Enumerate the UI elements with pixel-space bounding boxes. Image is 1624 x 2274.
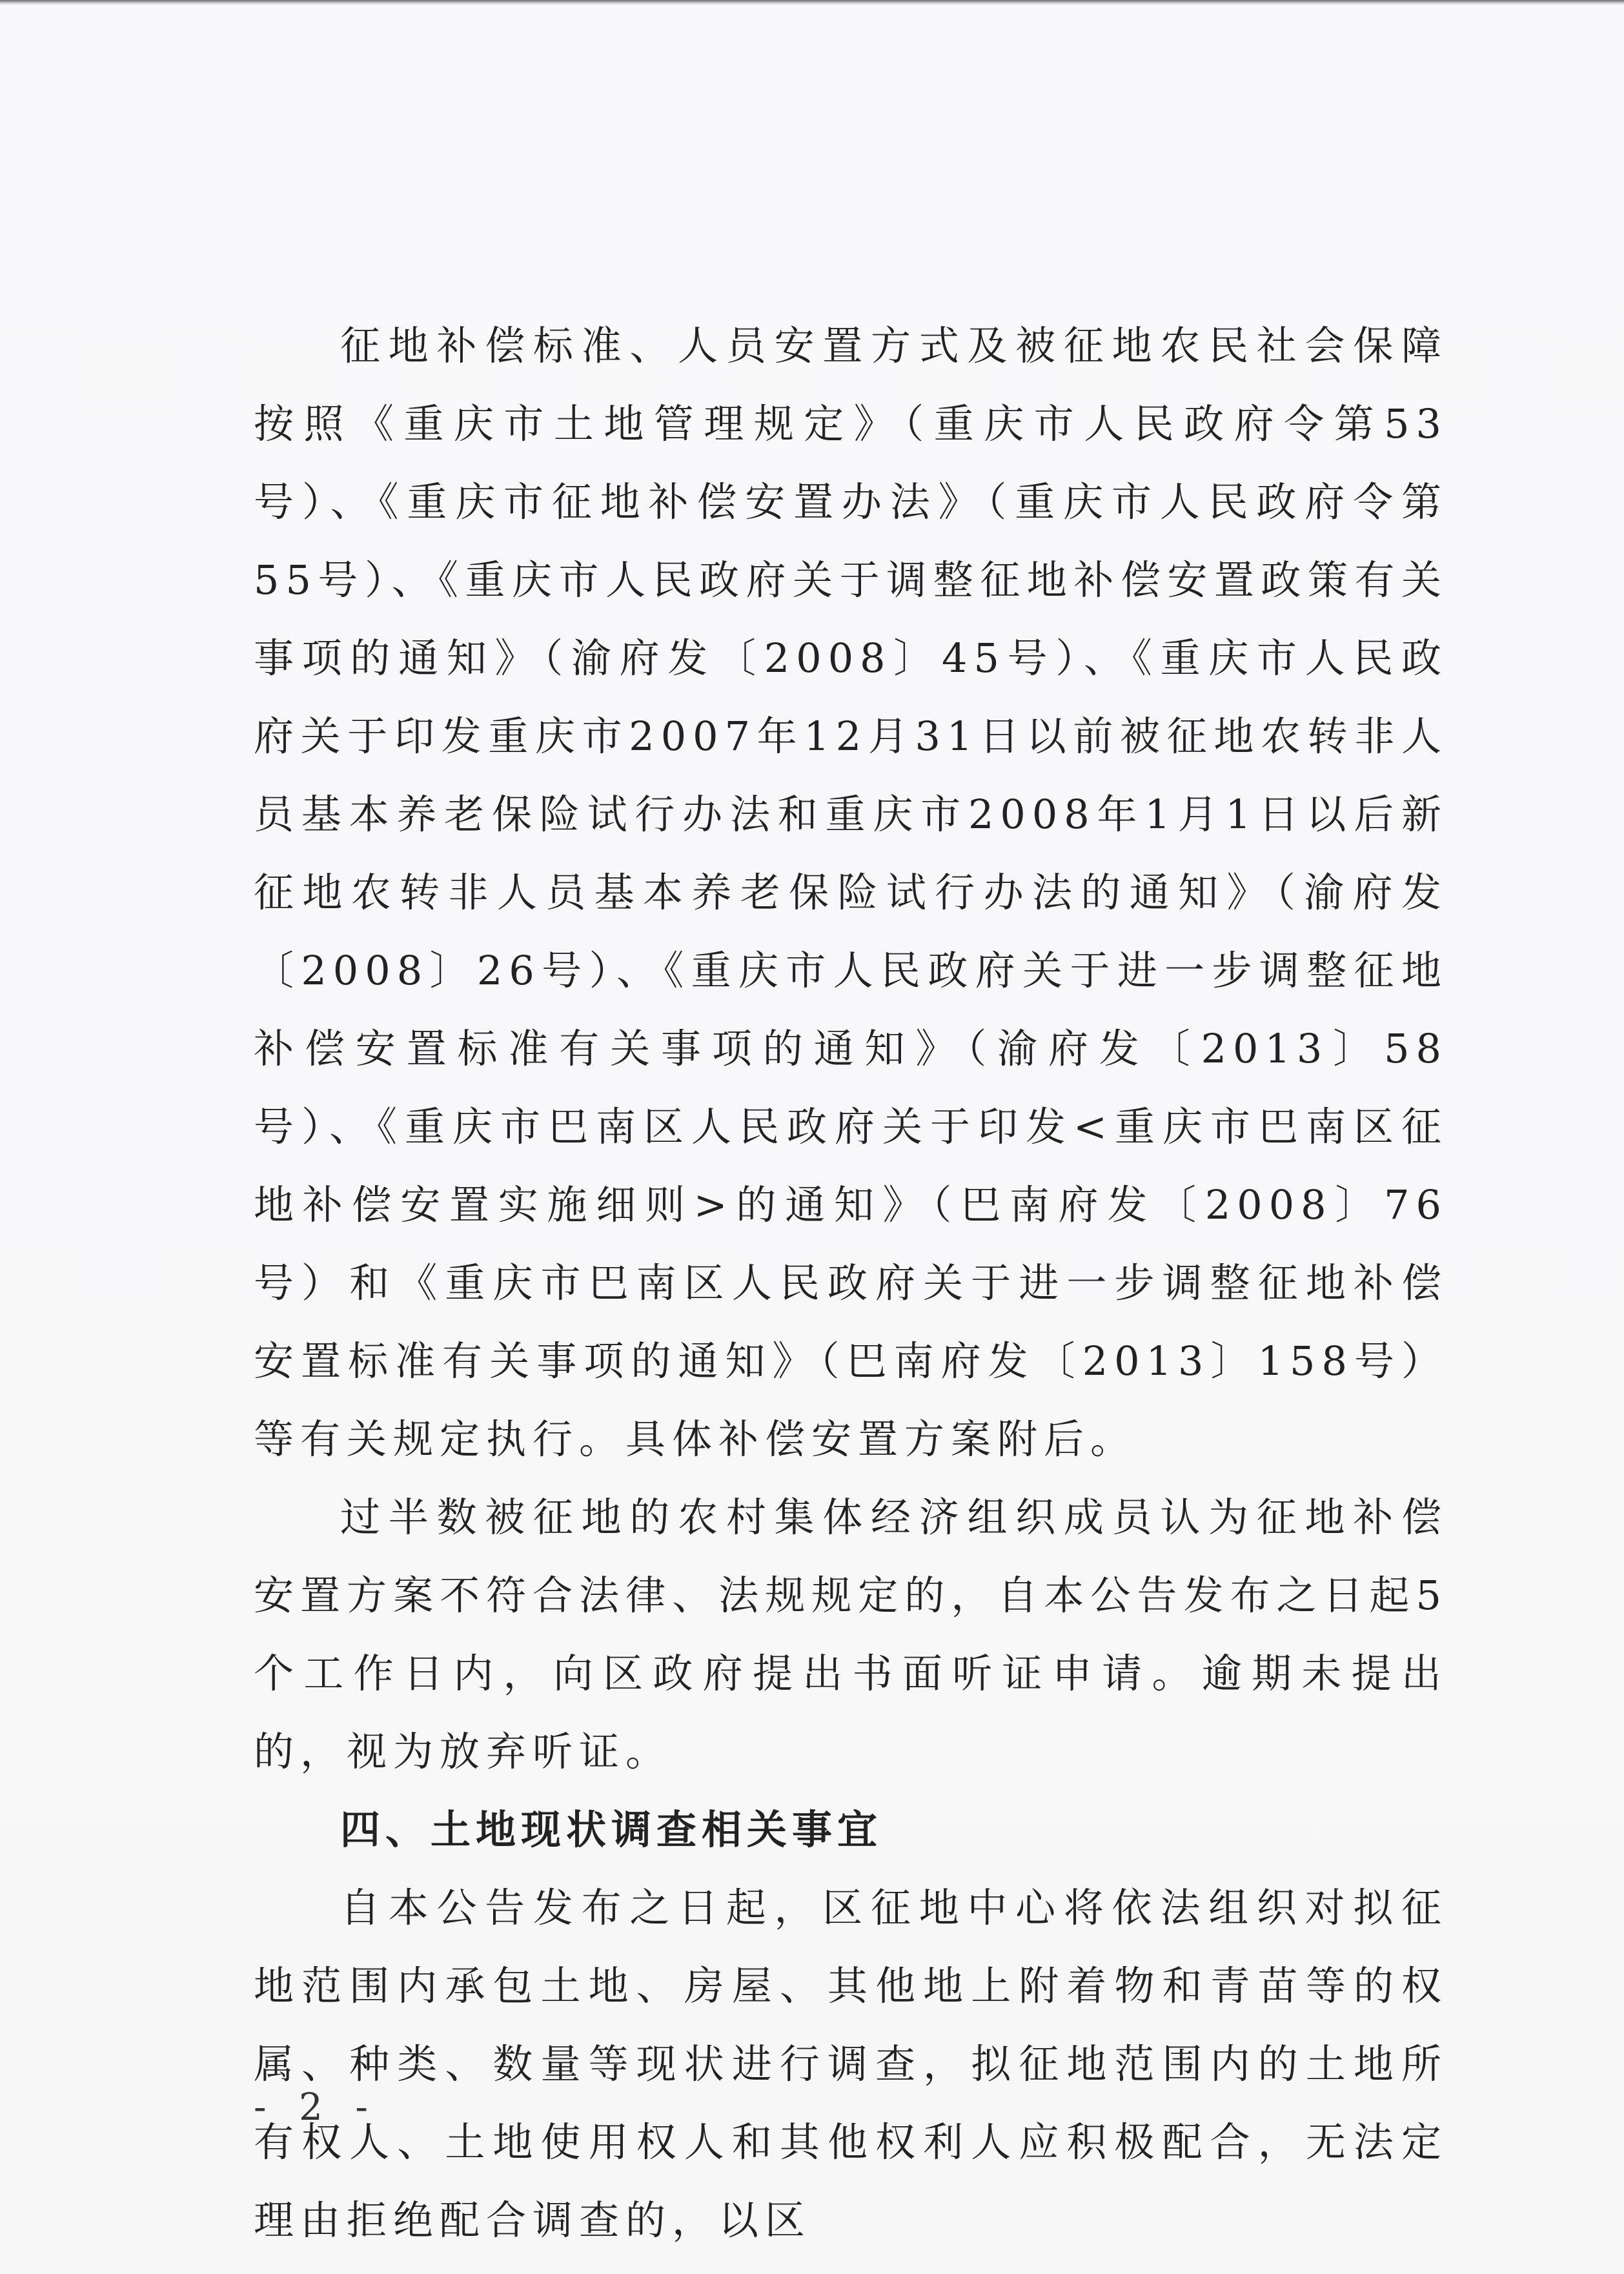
paragraph-compensation-standards: 征地补偿标准、人员安置方式及被征地农民社会保障按照《重庆市土地管理规定》（重庆市人民政府令第53号）、《重庆市征地补偿安置办法》（重庆市人民政府令第55号）、《重庆市人民政府关于调整征地补偿安置政策有关事项的通知》（渝府发〔2008〕45号）、《重庆市人民政府关于印发重庆市2007年12月31日以前被征地农转非人员基本养老保险试行办法和重庆市2008年1月1日以后新征地农转非人员基本养老保险试行办法的通知》（渝府发〔2008〕26号）、《重庆市人民政府关于进一步调整征地补偿安置标准有关事项的通知》（渝府发〔2013〕58号）、《重庆市巴南区人民政府关于印发<重庆市巴南区征地补偿安置实施细则>的通知》（巴南府发〔2008〕76号）和《重庆市巴南区人民政府关于进一步调整征地补偿安置标准有关事项的通知》（巴南府发〔2013〕158号）等有关规定执行。具体补偿安置方案附后。 xyxy=(254,322,1448,1463)
paragraph-hearing-application: 过半数被征地的农村集体经济组织成员认为征地补偿安置方案不符合法律、法规规定的，自本公告发布之日起5个工作日内，向区政府提出书面听证申请。逾期未提出的，视为放弃听证。 xyxy=(254,1494,1448,1775)
page-number: - 2 - xyxy=(254,2085,378,2129)
scan-top-edge xyxy=(0,0,1624,5)
document-body xyxy=(254,307,1448,2259)
paragraph-land-survey: 自本公告发布之日起，区征地中心将依法组织对拟征地范围内承包土地、房屋、其他地上附着物和青苗等的权属、种类、数量等现状进行调查，拟征地范围内的土地所有权人、土地使用权人和其他权利人应积极配合，无法定理由拒绝配合调查的，以区 xyxy=(254,1884,1448,2244)
section-heading-land-survey: 四、土地现状调查相关事宜 xyxy=(340,1806,883,1853)
